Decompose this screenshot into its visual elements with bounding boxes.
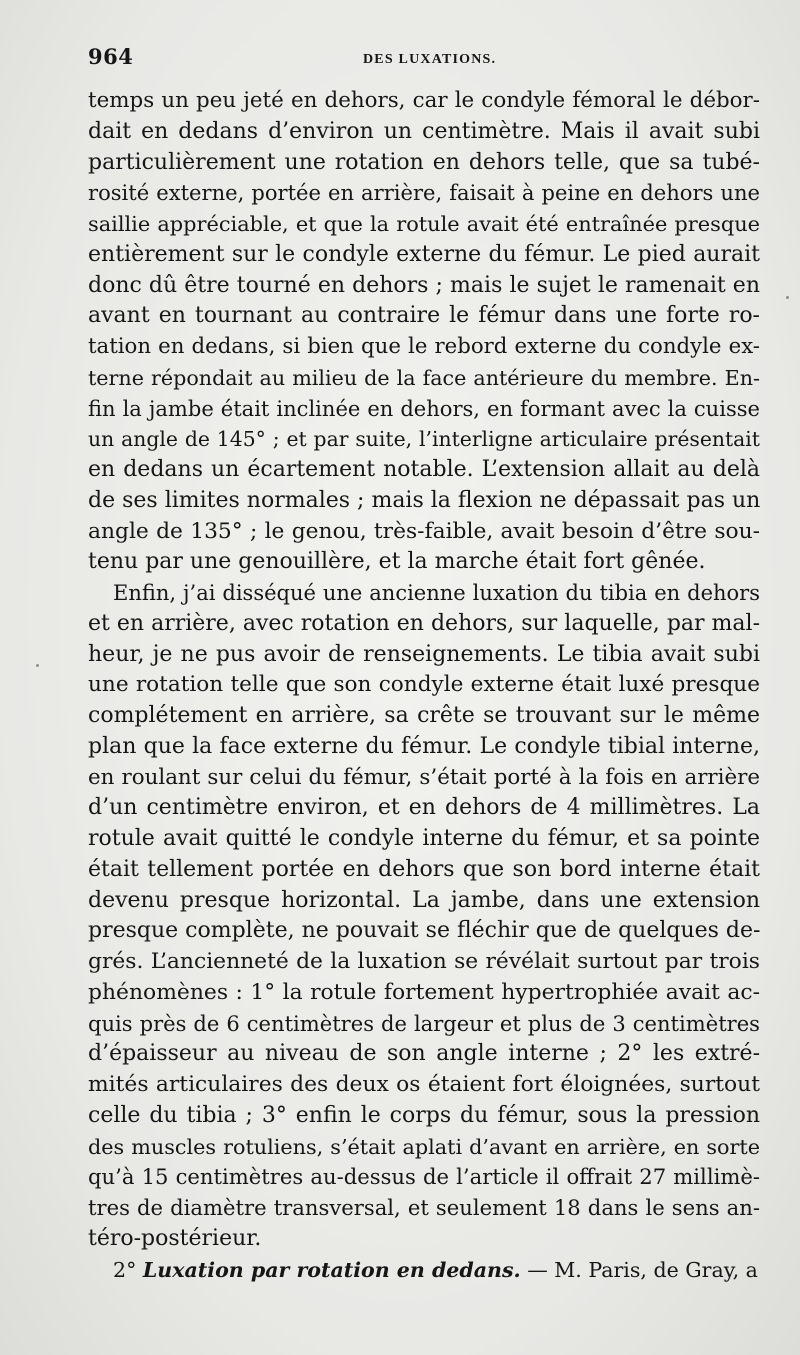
print-speck <box>786 296 789 299</box>
text-line: temps un peu jeté en dehors, car le condyle fémoral le débor- <box>88 88 760 113</box>
text-line: qu’à 15 centimètres au-dessus de l’article il offrait 27 millimè- <box>88 1164 760 1190</box>
text-line: en dedans un écartement notable. L’extension allait au delà <box>88 457 760 482</box>
text-line: rotule avait quitté le condyle interne du fémur, et sa pointe <box>88 826 760 851</box>
section-number: 2° <box>113 1257 137 1282</box>
text-line: grés. L’ancienneté de la luxation se révélait surtout par trois <box>88 949 760 974</box>
section-title: Luxation par rotation en dedans. <box>142 1257 521 1282</box>
text-line: d’épaisseur au niveau de son angle interne ; 2° les extré- <box>88 1041 760 1067</box>
text-line: dait en dedans d’environ un centimètre. Mais il avait subi <box>88 118 760 144</box>
text-line: de ses limites normales ; mais la flexion ne dépassait pas un <box>88 487 760 513</box>
text-line: celle du tibia ; 3° enfin le corps du fémur, sous la pression <box>88 1102 760 1128</box>
text-line: une rotation telle que son condyle externe était luxé presque <box>88 672 760 698</box>
text-line: phénomènes : 1° la rotule fortement hypertrophiée avait ac- <box>88 979 760 1005</box>
text-line: tation en dedans, si bien que le rebord externe du condyle ex- <box>88 334 760 359</box>
text-line: et en arrière, avec rotation en dehors, sur laquelle, par mal- <box>88 610 760 636</box>
text-line: avant en tournant au contraire le fémur dans une forte ro- <box>88 303 760 329</box>
running-title: DES LUXATIONS. <box>363 52 497 67</box>
text-line: complétement en arrière, sa crête se trouvant sur le même <box>88 703 760 728</box>
text-line: fin la jambe était inclinée en dehors, en formant avec la cuisse <box>88 395 760 421</box>
text-line: donc dû être tourné en dehors ; mais le sujet le ramenait en <box>88 272 760 298</box>
text-line: en roulant sur celui du fémur, s’était porté à la fois en arrière <box>88 764 760 790</box>
text-line: entièrement sur le condyle externe du fémur. Le pied aurait <box>88 241 760 267</box>
body-text <box>88 86 760 1285</box>
text-line: plan que la face externe du fémur. Le condyle tibial interne, <box>88 733 760 759</box>
page-number: 964 <box>88 44 134 69</box>
section-heading-line <box>88 1255 760 1286</box>
text-line: particulièrement une rotation en dehors telle, que sa tubé- <box>88 149 760 175</box>
text-line: d’un centimètre environ, et en dehors de 4 millimètres. La <box>88 795 760 821</box>
text-line: rosité externe, portée en arrière, faisait à peine en dehors une <box>88 180 760 206</box>
text-line: Enfin, j’ai disséqué une ancienne luxation du tibia en dehors <box>113 580 760 605</box>
text-line: un angle de 145° ; et par suite, l’interligne articulaire présentait <box>88 427 760 452</box>
text-line: heur, je ne pus avoir de renseignements. Le tibia avait subi <box>88 641 760 667</box>
text-line: des muscles rotuliens, s’était aplati d’avant en arrière, en sorte <box>88 1134 760 1159</box>
section-continuation: — M. Paris, de Gray, a <box>527 1257 758 1282</box>
text-line: terne répondait au milieu de la face antérieure du membre. En- <box>88 365 760 390</box>
text-line: mités articulaires des deux os étaient fort éloignées, surtout <box>88 1072 760 1097</box>
text-line: téro-postérieur. <box>88 1225 262 1251</box>
text-line: quis près de 6 centimètres de largeur et plus de 3 centimètres <box>88 1010 760 1036</box>
page-header <box>88 44 758 78</box>
text-line: saillie appréciable, et que la rotule avait été entraînée presque <box>88 212 760 236</box>
text-line: était tellement portée en dehors que son bord interne était <box>88 856 760 882</box>
text-line: tenu par une genouillère, et la marche était fort gênée. <box>88 549 706 575</box>
text-line: devenu presque horizontal. La jambe, dans une extension <box>88 887 760 913</box>
text-line: angle de 135° ; le genou, très-faible, avait besoin d’être sou- <box>88 518 760 544</box>
text-line: tres de diamètre transversal, et seulement 18 dans le sens an- <box>88 1195 760 1220</box>
print-speck <box>36 664 39 667</box>
text-line: presque complète, ne pouvait se fléchir que de quelques de- <box>88 918 760 944</box>
